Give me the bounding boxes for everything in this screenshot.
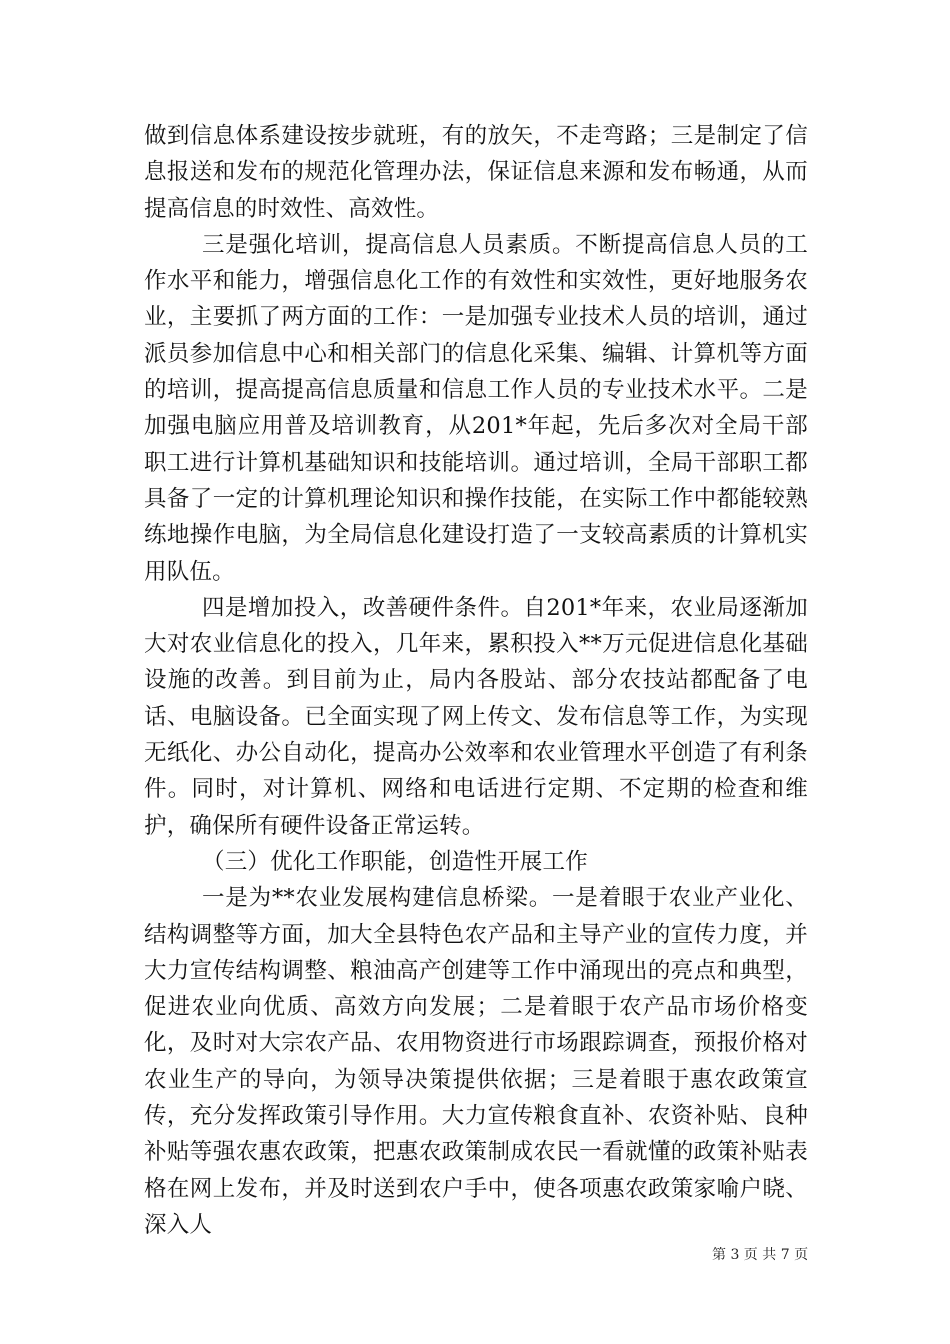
- paragraph-training: 三是强化培训，提高信息人员素质。不断提高信息人员的工作水平和能力，增强信息化工作的有效性和实效性，更好地服务农业，主要抓了两方面的工作：一是加强专业技术人员的培训，通过派员参加信息中心和相关部门的信息化采集、编辑、计算机等方面的培训，提高提高信息质量和信息工作人员的专业技术水平。二是加强电脑应用普及培训教育，从201*年起，先后多次对全局干部职工进行计算机基础知识和技能培训。通过培训，全局干部职工都具备了一定的计算机理论知识和操作技能，在实际工作中都能较熟练地操作电脑，为全局信息化建设打造了一支较高素质的计算机实用队伍。: [144, 231, 808, 585]
- paragraph-continuation: 做到信息体系建设按步就班，有的放矢，不走弯路；三是制定了信息报送和发布的规范化管理办法，保证信息来源和发布畅通，从而提高信息的时效性、高效性。: [144, 123, 808, 222]
- section-heading: （三）优化工作职能，创造性开展工作: [202, 848, 588, 875]
- document-body: [144, 118, 808, 1243]
- paragraph-info-bridge: 一是为**农业发展构建信息桥梁。一是着眼于农业产业化、结构调整等方面，加大全县特色农产品和主导产业的宣传力度，并大力宣传结构调整、粮油高产创建等工作中涌现出的亮点和典型，促进农业向优质、高效方向发展；二是着眼于农产品市场价格变化，及时对大宗农产品、农用物资进行市场跟踪调查，预报价格对农业生产的导向，为领导决策提供依据；三是着眼于惠农政策宣传，充分发挥政策引导作用。大力宣传粮食直补、农资补贴、良种补贴等强农惠农政策，把惠农政策制成农民一看就懂的政策补贴表格在网上发布，并及时送到农户手中，使各项惠农政策家喻户晓、深入人: [144, 885, 808, 1238]
- page-number-footer: 第 3 页 共 7 页: [712, 1247, 809, 1263]
- paragraph-investment: 四是增加投入，改善硬件条件。自201*年来，农业局逐渐加大对农业信息化的投入，几年来，累积投入**万元促进信息化基础设施的改善。到目前为止，局内各股站、部分农技站都配备了电话、电脑设备。已全面实现了网上传文、发布信息等工作，为实现无纸化、办公自动化，提高办公效率和农业管理水平创造了有利条件。同时，对计算机、网络和电话进行定期、不定期的检查和维护，确保所有硬件设备正常运转。: [144, 594, 808, 839]
